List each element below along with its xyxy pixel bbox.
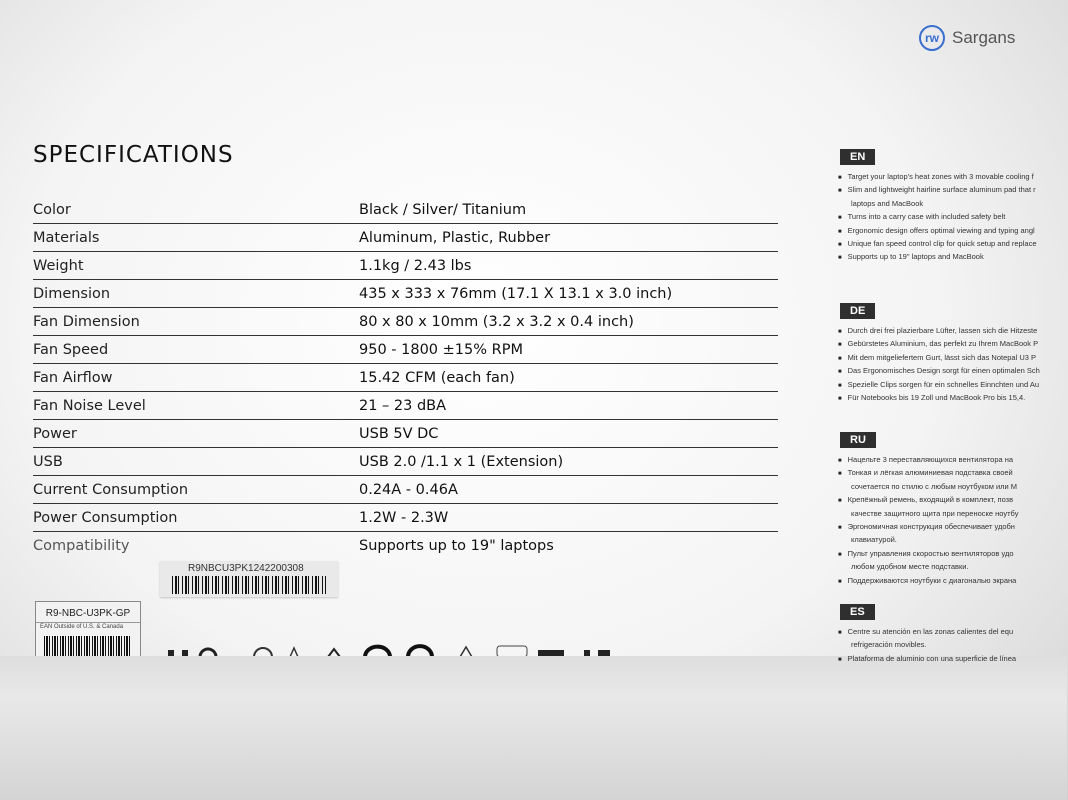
list-item: ■ Тонкая и лёгкая алюминиевая подставка своей bbox=[838, 467, 1036, 480]
spec-row bbox=[33, 504, 778, 532]
lang-section-de bbox=[838, 299, 1068, 405]
list-item: ■ Mit dem mitgeliefertem Gurt, lässt sich das Notepal U3 P bbox=[838, 352, 1036, 365]
lang-tag-es: ES bbox=[840, 604, 875, 620]
spec-value: 1.2W - 2.3W bbox=[359, 509, 449, 526]
spec-value: 15.42 CFM (each fan) bbox=[359, 369, 515, 386]
brand-name: Sargans bbox=[952, 28, 1016, 47]
spec-row bbox=[33, 224, 778, 252]
spec-key: Dimension bbox=[33, 285, 111, 302]
list-item: ■ Gebürstetes Aluminium, das perfekt zu Ihrem MacBook P bbox=[838, 338, 1036, 351]
spec-value: 435 x 333 x 76mm (17.1 X 13.1 x 3.0 inch) bbox=[359, 285, 673, 302]
spec-row bbox=[33, 280, 778, 308]
list-item: ■ Крепёжный ремень, входящий в комплект, позв bbox=[838, 494, 1036, 507]
spec-row bbox=[33, 420, 778, 448]
spec-key: Fan Noise Level bbox=[33, 397, 146, 414]
spec-key: Materials bbox=[33, 229, 100, 246]
feature-list-en bbox=[838, 171, 1068, 265]
list-item: ■ Das Ergonomisches Design sorgt für einen optimalen Sch bbox=[838, 365, 1036, 378]
list-item: ■ Slim and lightweight hairline surface aluminum pad that r bbox=[838, 184, 1036, 197]
lang-section-ru bbox=[838, 428, 1068, 588]
lang-tag-ru: RU bbox=[840, 432, 876, 448]
spec-value: 0.24A - 0.46A bbox=[359, 481, 458, 498]
spec-row bbox=[33, 532, 778, 560]
lang-tag-en: EN bbox=[840, 149, 875, 165]
spec-key: Compatibility bbox=[33, 538, 130, 554]
list-item: сочетается по стилю с любым ноутбуком или M bbox=[851, 481, 1018, 491]
list-item: ■ Target your laptop's heat zones with 3 movable cooling f bbox=[838, 171, 1036, 184]
background-shadow bbox=[0, 656, 1067, 800]
spec-key: Weight bbox=[33, 257, 84, 274]
list-item: ■ Plataforma de aluminio con una superficie de línea bbox=[838, 653, 1036, 666]
spec-value: Black / Silver/ Titanium bbox=[359, 201, 527, 218]
spec-key: Power bbox=[33, 425, 77, 442]
spec-row bbox=[33, 308, 778, 336]
spec-value: 80 x 80 x 10mm (3.2 x 3.2 x 0.4 inch) bbox=[359, 313, 634, 330]
product-label bbox=[35, 601, 141, 657]
list-item: ■ Пульт управления скоростью вентиляторов удо bbox=[838, 548, 1036, 561]
list-item: ■ Supports up to 19" laptops and MacBook bbox=[838, 251, 1036, 264]
barcode-icon bbox=[172, 576, 326, 594]
spec-key: Current Consumption bbox=[33, 481, 189, 498]
spec-value: USB 2.0 /1.1 x 1 (Extension) bbox=[359, 453, 564, 470]
spec-row bbox=[33, 252, 778, 280]
spec-value: Supports up to 19" laptops bbox=[359, 538, 554, 554]
spec-row bbox=[33, 336, 778, 364]
list-item: ■ Эргономичная конструкция обеспечивает удобн bbox=[838, 521, 1036, 534]
page-title: SPECIFICATIONS bbox=[33, 142, 234, 168]
spec-table bbox=[33, 196, 778, 560]
feature-list-es bbox=[838, 626, 1068, 666]
list-item: любом удобном месте подставки. bbox=[851, 562, 969, 572]
list-item: ■ Centre su atención en las zonas calientes del equ bbox=[838, 626, 1036, 639]
lang-section-es bbox=[838, 600, 1068, 663]
feature-list-ru bbox=[838, 454, 1068, 588]
spec-key: USB bbox=[33, 453, 63, 470]
spec-row bbox=[33, 196, 778, 224]
serial-barcode-sticker bbox=[160, 561, 338, 597]
spec-key: Fan Airflow bbox=[33, 369, 113, 386]
spec-value: Aluminum, Plastic, Rubber bbox=[359, 229, 551, 246]
serial-number: R9NBCU3PK1242200308 bbox=[188, 563, 304, 574]
spec-row bbox=[33, 448, 778, 476]
spec-value: 21 – 23 dBA bbox=[359, 397, 447, 414]
list-item: ■ Spezielle Clips sorgen für ein schnelles Einnchten und Au bbox=[838, 379, 1036, 392]
spec-key: Power Consumption bbox=[33, 509, 178, 526]
list-item: ■ Unique fan speed control clip for quick setup and replace bbox=[838, 238, 1036, 251]
feature-list-de bbox=[838, 325, 1068, 405]
list-item: ■ Durch drei frei plazierbare Lüfter, lassen sich die Hitzeste bbox=[838, 325, 1036, 338]
lang-section-en bbox=[838, 145, 1068, 265]
list-item: ■ Нацельте 3 переставляющихся вентилятора на bbox=[838, 454, 1036, 467]
ean-note: EAN Outside of U.S. & Canada bbox=[40, 624, 124, 630]
list-item: ■ Поддерживаются ноутбуки с диагональю экрана bbox=[838, 575, 1036, 588]
brand-logo bbox=[919, 25, 1015, 51]
list-item: ■ Turns into a carry case with included safety belt bbox=[838, 211, 1036, 224]
product-code: R9-NBC-U3PK-GP bbox=[36, 602, 140, 623]
spec-row bbox=[33, 364, 778, 392]
ean-barcode-icon bbox=[44, 636, 132, 656]
spec-key: Fan Speed bbox=[33, 341, 109, 358]
brand-mark-icon: rw bbox=[919, 25, 945, 51]
list-item: ■ Ergonomic design offers optimal viewing and typing angl bbox=[838, 225, 1036, 238]
spec-value: 1.1kg / 2.43 lbs bbox=[359, 257, 472, 274]
list-item: клавиатурой. bbox=[851, 535, 897, 545]
list-item: качестве защитного щита при переноске ноутбу bbox=[851, 508, 1019, 518]
spec-row bbox=[33, 476, 778, 504]
list-item: refrigeración movibles. bbox=[851, 640, 927, 650]
lang-tag-de: DE bbox=[840, 303, 875, 319]
list-item: ■ Für Notebooks bis 19 Zoll und MacBook Pro bis 15,4. bbox=[838, 392, 1036, 405]
spec-value: 950 - 1800 ±15% RPM bbox=[359, 341, 523, 358]
spec-key: Color bbox=[33, 201, 71, 218]
list-item: laptops and MacBook bbox=[851, 198, 924, 208]
spec-value: USB 5V DC bbox=[359, 425, 439, 442]
spec-key: Fan Dimension bbox=[33, 313, 140, 330]
spec-row bbox=[33, 392, 778, 420]
